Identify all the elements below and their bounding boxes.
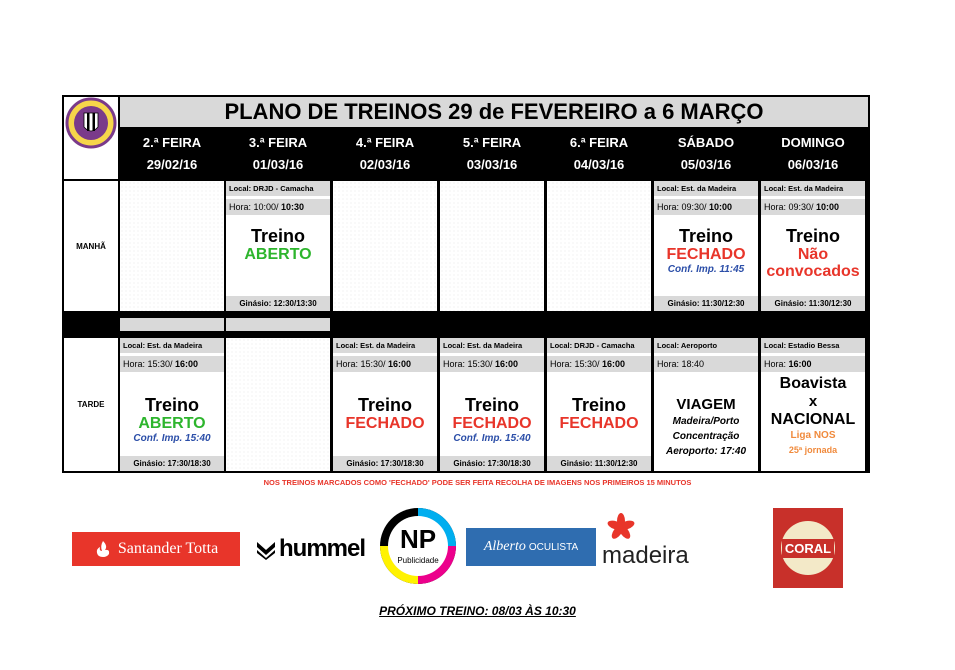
slot-morning-mon (120, 181, 224, 311)
match-home-team: Boavista (779, 375, 847, 392)
gym-time: Ginásio: 12:30/13:30 (226, 296, 330, 311)
day-header-wed: 4.ª FEIRA 02/03/16 (355, 135, 415, 172)
slot-afternoon-mon (120, 338, 224, 471)
status-open: ABERTO (244, 246, 312, 263)
chevron-logo-icon (255, 538, 277, 560)
flame-icon (94, 540, 112, 558)
club-crest-icon (64, 97, 118, 179)
time-label: Hora: 15:30/ 16:00 (547, 356, 651, 372)
match-away-team: NACIONAL (770, 411, 856, 428)
day-header-thu: 5.ª FEIRA 03/03/16 (462, 135, 522, 172)
slot-morning-tue (226, 181, 330, 311)
slot-morning-fri (547, 181, 651, 311)
closed-training-note: NOS TREINOS MARCADOS COMO 'FECHADO' PODE SER FEITA RECOLHA DE IMAGENS NOS PRIMEIROS 15 MINUTOS (263, 478, 692, 487)
slot-afternoon-fri (547, 338, 651, 471)
status-closed: FECHADO (666, 246, 746, 263)
time-label: Hora: 18:40 (654, 356, 758, 372)
location-label: Local: Estadio Bessa (761, 338, 865, 353)
session-title: Treino (357, 395, 412, 415)
separator-cell (120, 318, 224, 331)
gym-time: Ginásio: 11:30/12:30 (761, 296, 865, 311)
location-label: Local: Est. da Madeira (333, 338, 437, 353)
location-label: Local: Est. da Madeira (654, 181, 758, 196)
match-vs: x (808, 393, 818, 410)
location-label: Local: Est. da Madeira (120, 338, 224, 353)
location-label: Local: Aeroporto (654, 338, 758, 353)
gym-time: Ginásio: 11:30/12:30 (654, 296, 758, 311)
status-open: ABERTO (138, 415, 206, 432)
time-label: Hora: 09:30/ 10:00 (654, 199, 758, 215)
gym-time: Ginásio: 17:30/18:30 (333, 456, 437, 471)
travel-route: Madeira/Porto (672, 416, 740, 427)
page-title: PLANO DE TREINOS 29 de FEVEREIRO a 6 MARÇO (120, 97, 868, 127)
day-header-fri: 6.ª FEIRA 04/03/16 (569, 135, 629, 172)
slot-morning-sun (761, 181, 865, 311)
day-header-sat: SÁBADO 05/03/16 (677, 135, 735, 172)
press-conference-time: Conf. Imp. 11:45 (667, 264, 745, 275)
time-label: Hora: 09:30/ 10:00 (761, 199, 865, 215)
status-closed: FECHADO (452, 415, 532, 432)
status-not-called-2: convocados (766, 263, 860, 280)
gym-time: Ginásio: 11:30/12:30 (547, 456, 651, 471)
sponsor-np: NP Publicidade (378, 506, 458, 586)
location-label: Local: DRJD - Camacha (226, 181, 330, 196)
period-label-afternoon: TARDE (64, 338, 118, 471)
slot-morning-sat (654, 181, 758, 311)
gym-time: Ginásio: 17:30/18:30 (120, 456, 224, 471)
separator-cell (226, 318, 330, 331)
time-label: Hora: 10:00/ 10:30 (226, 199, 330, 215)
press-conference-time: Conf. Imp. 15:40 (453, 433, 531, 444)
session-title: Treino (785, 226, 840, 246)
session-title: Treino (678, 226, 733, 246)
time-label: Hora: 15:30/ 16:00 (333, 356, 437, 372)
match-round: 25ª jornada (788, 445, 838, 455)
slot-afternoon-sat (654, 338, 758, 471)
next-training: PRÓXIMO TREINO: 08/03 ÀS 10:30 (379, 604, 576, 618)
slot-afternoon-wed (333, 338, 437, 471)
slot-afternoon-sun (761, 338, 865, 471)
status-not-called-1: Não (797, 246, 829, 263)
session-title: Treino (571, 395, 626, 415)
session-title: Treino (250, 226, 305, 246)
slot-afternoon-thu (440, 338, 544, 471)
sponsor-santander: Santander Totta (72, 532, 240, 566)
session-title: Treino (144, 395, 199, 415)
travel-title: VIAGEM (676, 396, 736, 413)
day-header-sun: DOMINGO 06/03/16 (781, 135, 845, 172)
sponsor-madeira: madeira (602, 512, 714, 572)
travel-gathering: Concentração (672, 431, 740, 442)
training-schedule-table (62, 95, 870, 473)
location-label: Local: Est. da Madeira (440, 338, 544, 353)
status-closed: FECHADO (559, 415, 639, 432)
time-label: Hora: 16:00 (761, 356, 865, 372)
session-title: Treino (464, 395, 519, 415)
time-label: Hora: 15:30/ 16:00 (120, 356, 224, 372)
location-label: Local: Est. da Madeira (761, 181, 865, 196)
sponsor-alberto-oculista: Alberto OCULISTA (466, 528, 596, 566)
sponsor-coral (773, 508, 843, 588)
day-header-mon: 2.ª FEIRA 29/02/16 (142, 135, 202, 172)
club-crest-cell (64, 97, 118, 179)
match-league: Liga NOS (790, 430, 836, 441)
day-header-tue: 3.ª FEIRA 01/03/16 (248, 135, 308, 172)
travel-gathering-time: Aeroporto: 17:40 (665, 446, 746, 457)
slot-afternoon-tue (226, 338, 330, 471)
slot-morning-wed (333, 181, 437, 311)
period-label-morning: MANHÃ (64, 181, 118, 311)
flower-icon (606, 512, 636, 542)
press-conference-time: Conf. Imp. 15:40 (133, 433, 211, 444)
status-closed: FECHADO (345, 415, 425, 432)
time-label: Hora: 15:30/ 16:00 (440, 356, 544, 372)
slot-morning-thu (440, 181, 544, 311)
coral-badge: CORAL (781, 521, 835, 575)
gym-time: Ginásio: 17:30/18:30 (440, 456, 544, 471)
location-label: Local: DRJD - Camacha (547, 338, 651, 353)
sponsor-hummel: hummel (255, 534, 370, 564)
